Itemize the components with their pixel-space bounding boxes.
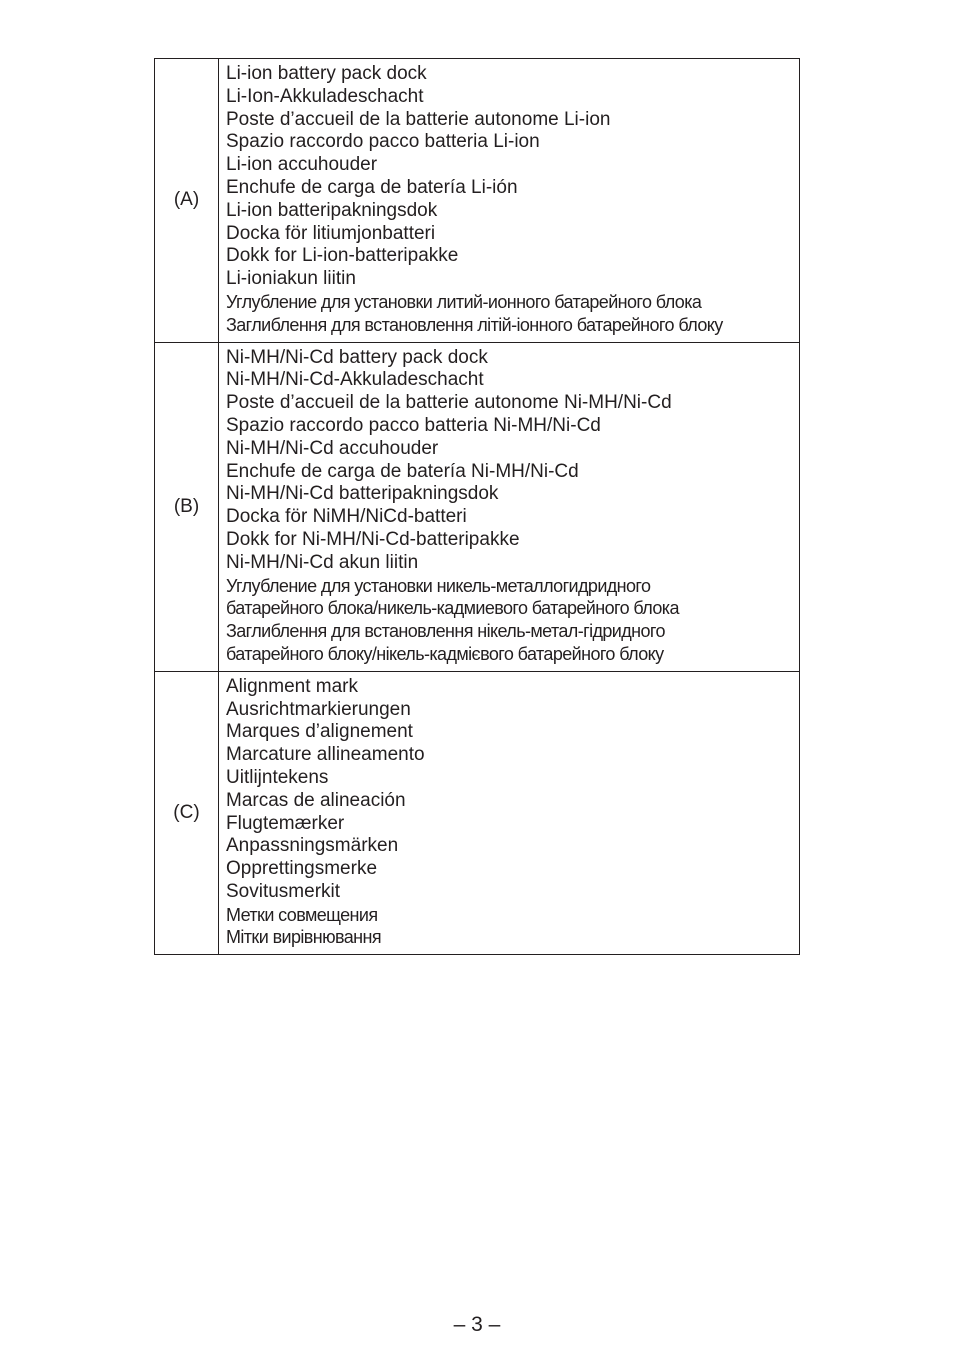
- description-line: Sovitusmerkit: [226, 880, 341, 902]
- description-line: Dokk for Li-ion-batteripakke: [226, 245, 459, 267]
- description-line: Ni-MH/Ni-Cd batteripakningsdok: [226, 483, 499, 505]
- description-line: Marques d’alignement: [226, 721, 413, 743]
- description-line: Docka för NiMH/NiCd-batteri: [226, 506, 467, 528]
- description-line: Ni-MH/Ni-Cd-Akkuladeschacht: [226, 369, 484, 391]
- legend-table-body: [155, 59, 800, 955]
- table-row: [155, 671, 800, 955]
- description-line: Flugtemærker: [226, 812, 345, 834]
- description-line: Spazio raccordo pacco batteria Ni-MH/Ni-Cd: [226, 414, 601, 436]
- description-line: Li-ion batteripakningsdok: [226, 199, 438, 221]
- description-line: Li-ioniakun liitin: [226, 268, 356, 290]
- description-line: Метки совмещения: [226, 904, 378, 925]
- description-line: Li-Ion-Akkuladeschacht: [226, 85, 424, 107]
- description-line: Docka för litiumjonbatteri: [226, 222, 436, 244]
- item-key-label: (B): [155, 342, 219, 671]
- description-line: Marcature allineamento: [226, 744, 425, 766]
- page-number: – 3 –: [453, 1313, 501, 1336]
- table-row: [155, 342, 800, 671]
- description-line: Dokk for Ni-MH/Ni-Cd-batteripakke: [226, 528, 520, 550]
- description-line: Ausrichtmarkierungen: [226, 698, 411, 720]
- description-line: Anpassningsmärken: [226, 835, 399, 857]
- description-line: Alignment mark: [226, 675, 358, 697]
- description-line: батарейного блоку/нікель-кадмієвого батарейного блоку: [226, 643, 664, 664]
- description-line: Enchufe de carga de batería Li-ión: [226, 176, 518, 198]
- item-key-label: (A): [155, 59, 219, 343]
- item-description: [219, 671, 800, 955]
- description-line: Spazio raccordo pacco batteria Li-ion: [226, 131, 540, 153]
- description-line: Ni-MH/Ni-Cd accuhouder: [226, 437, 439, 459]
- description-line: Enchufe de carga de batería Ni-MH/Ni-Cd: [226, 460, 579, 482]
- item-description: [219, 59, 800, 343]
- description-line: батарейного блока/никель-кадмиевого батарейного блока: [226, 598, 679, 619]
- description-line: Мітки вирівнювання: [226, 927, 381, 948]
- description-line: Uitlijntekens: [226, 766, 329, 788]
- description-line: Заглиблення для встановлення літій-іонного батарейного блоку: [226, 314, 723, 335]
- description-line: Углубление для установки никель-металлогидридного: [226, 575, 651, 596]
- description-line: Углубление для установки литий-ионного батарейного блока: [226, 291, 702, 312]
- table-row: [155, 59, 800, 343]
- item-description: [219, 342, 800, 671]
- description-line: Poste d’accueil de la batterie autonome Ni-MH/Ni-Cd: [226, 392, 672, 414]
- description-line: Ni-MH/Ni-Cd akun liitin: [226, 551, 419, 573]
- description-line: Li-ion accuhouder: [226, 154, 378, 176]
- description-line: Ni-MH/Ni-Cd battery pack dock: [226, 346, 488, 368]
- description-line: Заглиблення для встановлення нікель-метал-гідридного: [226, 621, 665, 642]
- legend-table: [154, 58, 800, 955]
- item-key-label: (C): [155, 671, 219, 955]
- description-line: Marcas de alineación: [226, 789, 406, 811]
- description-line: Opprettingsmerke: [226, 858, 378, 880]
- description-line: Poste d’accueil de la batterie autonome Li-ion: [226, 108, 611, 130]
- description-line: Li-ion battery pack dock: [226, 63, 427, 84]
